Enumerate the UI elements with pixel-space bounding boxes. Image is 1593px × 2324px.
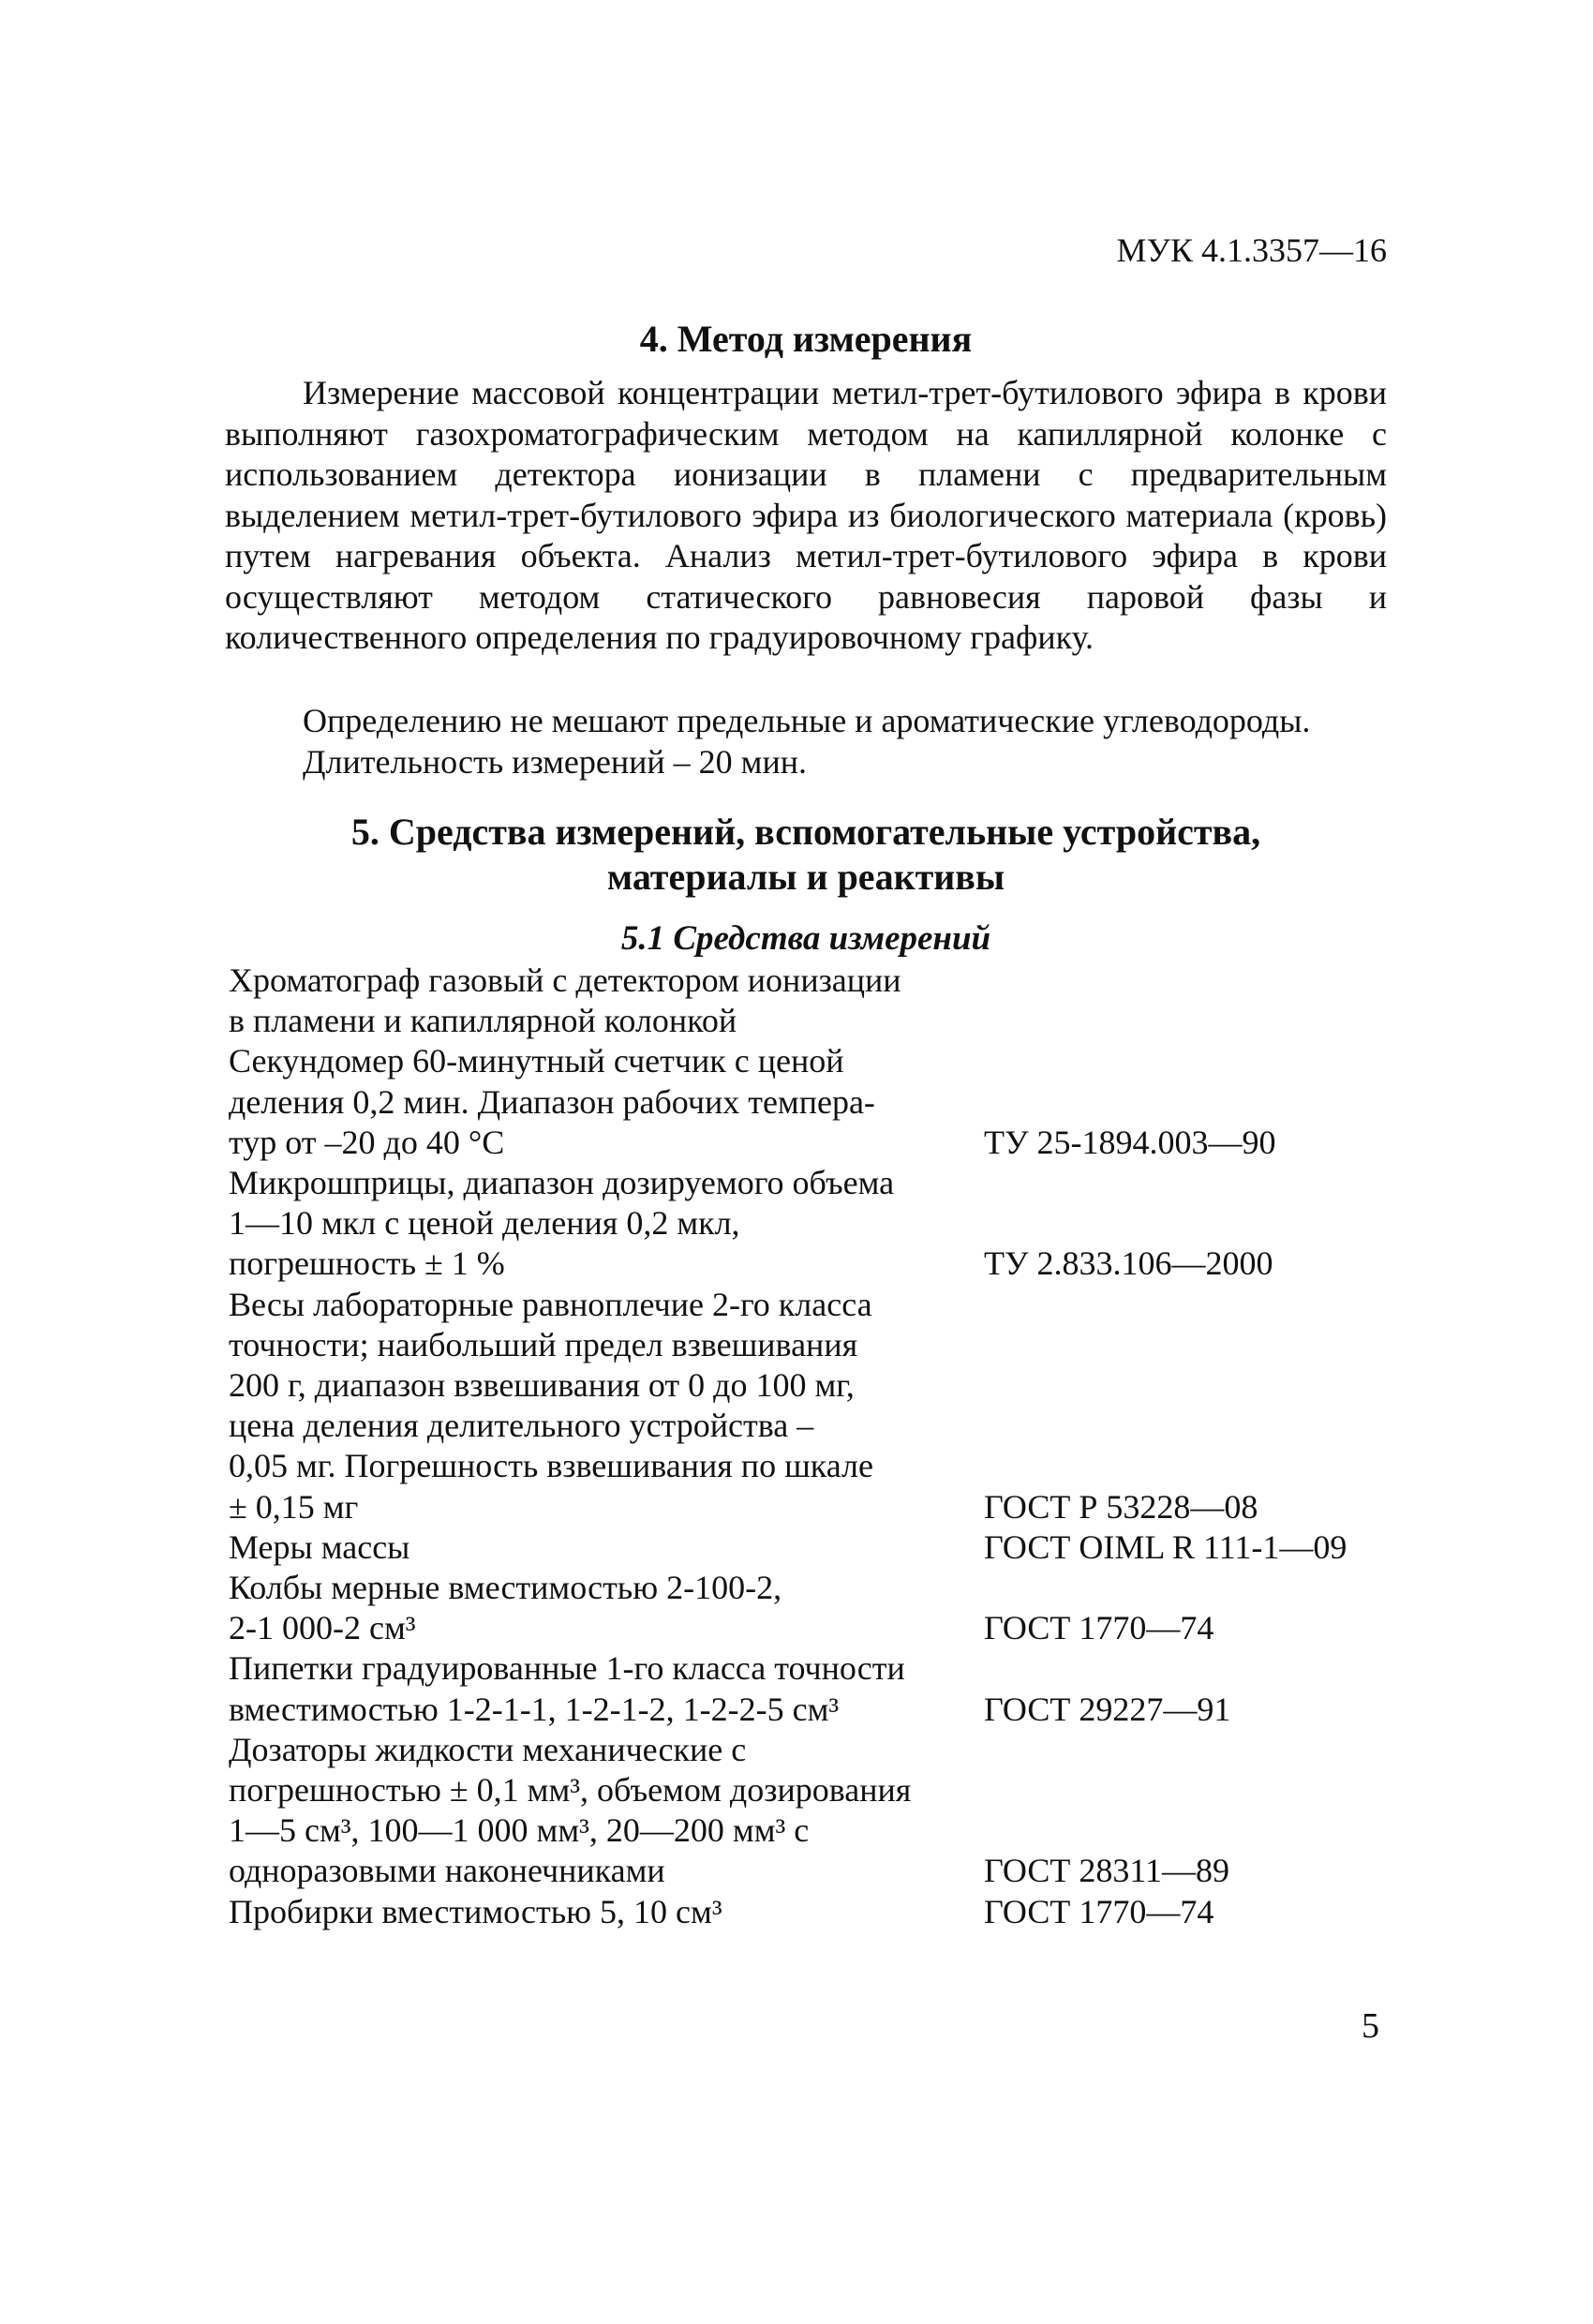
equipment-item xyxy=(229,1041,1409,1163)
equipment-standard: ГОСТ Р 53228—08 xyxy=(984,1487,1258,1526)
equipment-standard: ТУ 2.833.106—2000 xyxy=(984,1244,1273,1283)
equipment-standard: ГОСТ 1770—74 xyxy=(984,1892,1214,1930)
equipment-description-line: Весы лабораторные равноплечие 2-го класса xyxy=(229,1285,872,1323)
page-number: 5 xyxy=(1362,2006,1379,2046)
equipment-description-line: 200 г, диапазон взвешивания от 0 до 100 мг, xyxy=(229,1366,855,1405)
equipment-description-line: Пробирки вместимостью 5, 10 см³ xyxy=(229,1892,722,1930)
equipment-description-line: одноразовыми наконечниками xyxy=(229,1852,665,1890)
equipment-item xyxy=(229,1648,1409,1729)
equipment-description-line: 1—10 мкл с ценой деления 0,2 мкл, xyxy=(229,1204,740,1243)
equipment-description-line: ± 0,15 мг xyxy=(229,1487,359,1526)
section-5-title-line-1: 5. Средства измерений, вспомогательные устройства, xyxy=(350,811,1261,853)
equipment-description-line: Меры массы xyxy=(229,1527,410,1566)
section-4-paragraph-interference: Определению не мешают предельные и ароматические углеводороды. xyxy=(303,702,1311,739)
equipment-description-line: Пипетки градуированные 1-го класса точности xyxy=(229,1649,905,1688)
equipment-description xyxy=(229,1730,978,1892)
equipment-description xyxy=(229,1041,978,1163)
equipment-description xyxy=(229,1568,978,1648)
equipment-description-line: погрешность ± 1 % xyxy=(229,1244,505,1283)
equipment-description-line: деления 0,2 мин. Диапазон рабочих темпера- xyxy=(229,1082,875,1121)
section-4-title: 4. Метод измерения xyxy=(639,318,973,360)
equipment-description xyxy=(229,1648,978,1729)
equipment-item xyxy=(229,1163,1409,1285)
equipment-standard: ГОСТ 29227—91 xyxy=(984,1690,1231,1728)
equipment-standard: ГОСТ 1770—74 xyxy=(984,1609,1214,1647)
equipment-item xyxy=(229,1527,1409,1568)
equipment-description-line: Дозаторы жидкости механические с xyxy=(229,1730,747,1768)
equipment-description xyxy=(229,961,978,1041)
equipment-description-line: 0,05 мг. Погрешность взвешивания по шкале xyxy=(229,1447,873,1485)
section-5-title-line-2: материалы и реактивы xyxy=(606,856,1005,898)
equipment-description-line: точности; наибольший предел взвешивания xyxy=(229,1325,858,1363)
equipment-standard: ГОСТ OIML R 111-1—09 xyxy=(984,1527,1347,1566)
equipment-description xyxy=(229,1527,978,1568)
equipment-description-line: 1—5 см³, 100—1 000 мм³, 20—200 мм³ с xyxy=(229,1811,810,1850)
document-code: МУК 4.1.3357—16 xyxy=(1116,231,1387,269)
equipment-standard: ГОСТ 28311—89 xyxy=(984,1852,1230,1890)
subsection-5-1-title: 5.1 Средства измерений xyxy=(620,919,991,958)
equipment-item xyxy=(229,1730,1409,1892)
equipment-standard: ТУ 25-1894.003—90 xyxy=(984,1123,1276,1161)
equipment-description xyxy=(229,1163,978,1285)
equipment-description-line: Хроматограф газовый с детектором ионизации xyxy=(229,961,901,999)
equipment-description-line: цена деления делительного устройства – xyxy=(229,1407,814,1445)
equipment-description-line: тур от –20 до 40 °С xyxy=(229,1123,505,1161)
equipment-item xyxy=(229,1892,1409,1932)
section-4-paragraph-method: Измерение массовой концентрации метил-трет-бутилового эфира в крови выполняют газохроматографическим методом на капиллярной колонке с использованием детектора ионизации в пламени с предварительным выделением метил-трет-бутилового эфира из биологического материала (кровь) путем нагревания объекта. Анализ метил-трет-бутилового эфира в крови осуществляют методом статического равновесия паровой фазы и количественного определения по градуировочному графику. xyxy=(225,374,1387,656)
equipment-item xyxy=(229,961,1409,1041)
equipment-description-line: в пламени и капиллярной колонкой xyxy=(229,1002,737,1040)
equipment-description xyxy=(229,1892,978,1932)
equipment-description-line: Микрошприцы, диапазон дозируемого объема xyxy=(229,1164,895,1202)
equipment-description-line: вместимостью 1-2-1-1, 1-2-1-2, 1-2-2-5 см³ xyxy=(229,1690,840,1728)
equipment-description-line: Колбы мерные вместимостью 2-100-2, xyxy=(229,1569,782,1607)
equipment-list xyxy=(229,961,1409,1932)
equipment-description-line: погрешностью ± 0,1 мм³, объемом дозирования xyxy=(229,1771,912,1810)
equipment-description-line: Секундомер 60-минутный счетчик с ценой xyxy=(229,1042,844,1080)
equipment-description-line: 2-1 000-2 см³ xyxy=(229,1609,416,1647)
equipment-item xyxy=(229,1568,1409,1648)
section-4-paragraph-duration: Длительность измерений – 20 мин. xyxy=(303,743,807,781)
section-5-title xyxy=(225,810,1387,900)
equipment-description xyxy=(229,1285,978,1527)
equipment-item xyxy=(229,1285,1409,1527)
